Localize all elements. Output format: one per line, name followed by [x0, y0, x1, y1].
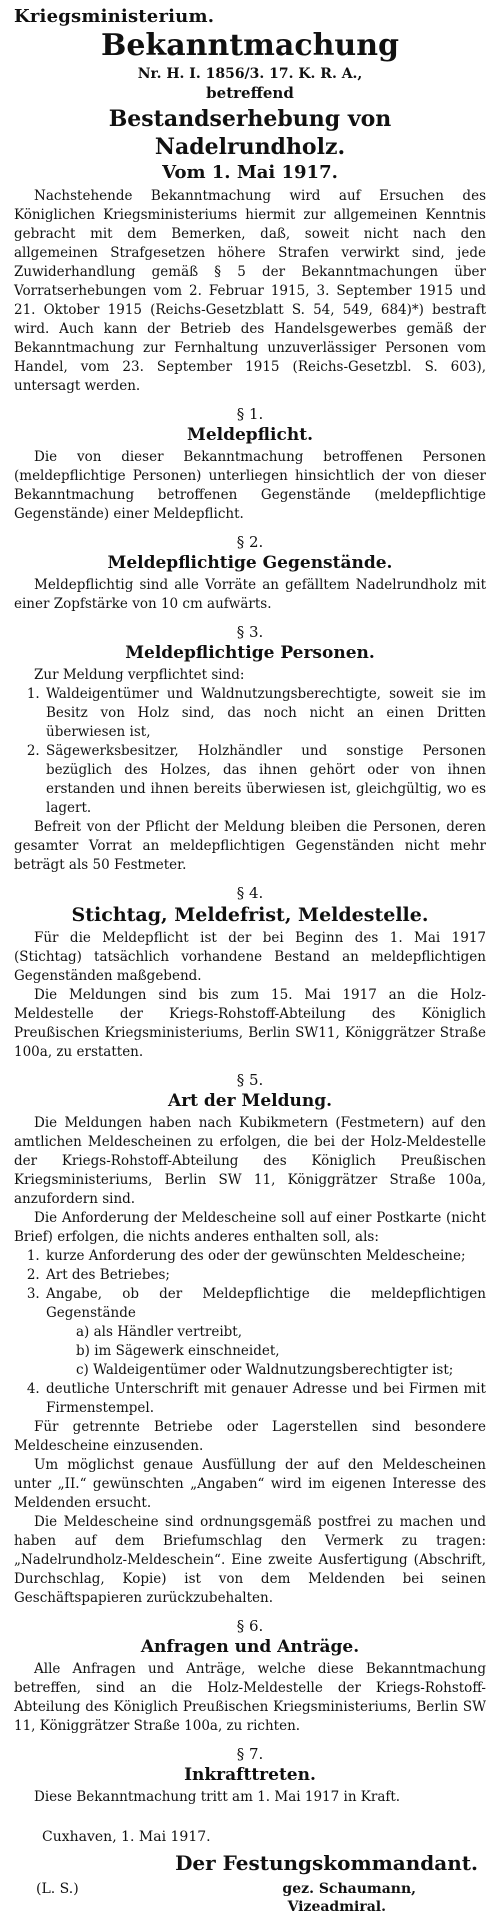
list-item: 1. kurze Anforderung des oder der gewünschten Meldescheine;	[44, 1247, 486, 1266]
section-3-lead: Zur Meldung verpflichtet sind:	[34, 667, 245, 683]
section-5-text-2: Die Anforderung der Meldescheine soll auf einer Postkarte (nicht Brief) erfolgen, die nichts anderes enthalten soll, als:	[14, 1210, 486, 1245]
section-5-text-3: Für getrennte Betriebe oder Lagerstellen sind besondere Meldescheine einzusenden.	[14, 1419, 486, 1454]
seal-mark: (L. S.)	[36, 1881, 79, 1897]
section-6-heading: Anfragen und Anträge.	[140, 1637, 360, 1657]
section-4-number: § 4.	[236, 884, 264, 902]
ministry-name: Kriegsministerium.	[14, 6, 215, 27]
reference-number: Nr. H. I. 1856/3. 17. K. R. A.,	[137, 66, 363, 82]
signature-place-date: Cuxhaven, 1. Mai 1917.	[42, 1829, 211, 1845]
section-3-exemption: Befreit von der Pflicht der Meldung bleiben die Personen, deren gesamter Vorrat an meldepflichtigen Gegenständen nicht mehr beträgt als 50 Festmeter.	[14, 819, 486, 873]
section-3-number: § 3.	[236, 623, 264, 641]
section-7-number: § 7.	[236, 1745, 264, 1763]
section-5-list	[14, 1247, 486, 1418]
section-4-heading: Stichtag, Meldefrist, Meldestelle.	[71, 904, 429, 926]
signed-name: gez. Schaumann,	[282, 1881, 416, 1897]
list-item: 1. Waldeigentümer und Waldnutzungsberechtigte, soweit sie im Besitz von Holz sind, das noch nicht an einen Dritten überwiesen ist,	[44, 685, 486, 742]
section-3-heading: Meldepflichtige Personen.	[125, 643, 375, 663]
document-subject: Bestandserhebung von Nadelrundholz.	[108, 106, 392, 160]
list-item	[44, 1285, 486, 1380]
signatory-title: Der Festungskommandant.	[175, 1851, 478, 1875]
list-item-text: Angabe, ob der Meldepflichtige die meldepflichtigen Gegenstände	[46, 1286, 486, 1321]
section-2-number: § 2.	[236, 533, 264, 551]
section-6-number: § 6.	[236, 1617, 264, 1635]
section-5-number: § 5.	[236, 1071, 264, 1089]
signature-row	[14, 1881, 486, 1897]
sublist-item: c) Waldeigentümer oder Waldnutzungsberechtigter ist;	[76, 1362, 454, 1378]
section-7-heading: Inkrafttreten.	[184, 1765, 316, 1785]
section-1-text: Die von dieser Bekanntmachung betroffenen Personen (meldepflichtige Personen) unterliegen hinsichtlich der von dieser Bekanntmachung betroffenen Gegenstände (meldepflichtige Gegenstände) einer Meldepflicht.	[14, 449, 486, 522]
list-item: 2. Sägewerksbesitzer, Holzhändler und sonstige Personen bezüglich des Holzes, das ihnen gehört oder von ihnen erstanden und ihnen bereits überwiesen ist, gleichgültig, wo es lagert.	[44, 742, 486, 818]
sublist-item: b) im Sägewerk einschneidet,	[76, 1343, 280, 1359]
sublist-item: a) als Händler vertreibt,	[76, 1324, 243, 1340]
document-title: Bekanntmachung	[100, 28, 399, 63]
section-2-heading: Meldepflichtige Gegenstände.	[107, 553, 393, 573]
section-5-text-4: Um möglichst genaue Ausfüllung der auf den Meldescheinen unter „II.“ gewünschten „Angaben“ wird im eigenen Interesse des Meldenden ersucht.	[14, 1457, 486, 1511]
section-3-list	[14, 685, 486, 818]
list-item: 2. Art des Betriebes;	[44, 1266, 486, 1285]
section-5-text-5: Die Meldescheine sind ordnungsgemäß postfrei zu machen und haben auf dem Briefumschlag den Vermerk zu tragen: „Nadelrundholz-Meldeschein“. Eine zweite Ausfertigung (Abschrift, Durchschlag, Kopie) ist von dem Meldenden bei seinen Geschäftspapieren zurückzubehalten.	[14, 1514, 486, 1606]
section-4-text-2: Die Meldungen sind bis zum 15. Mai 1917 an die Holz-Meldestelle der Kriegs-Rohstoff-Abteilung des Königlich Preußischen Kriegsministeriums, Berlin SW11, Königgrätzer Straße 100a, zu erstatten.	[14, 987, 486, 1060]
section-2-text: Meldepflichtig sind alle Vorräte an gefälltem Nadelrundholz mit einer Zopfstärke von 10 cm aufwärts.	[14, 577, 486, 612]
intro-paragraph: Nachstehende Bekanntmachung wird auf Ersuchen des Königlichen Kriegsministeriums hiermit zur allgemeinen Kenntnis gebracht mit dem Bemerken, daß, soweit nicht nach den allgemeinen Strafgesetzen höhere Strafen verwirkt sind, jede Zuwiderhandlung gemäß § 5 der Bekanntmachungen über Vorratserhebungen vom 2. Februar 1915, 3. September 1915 und 21. Oktober 1915 (Reichs-Gesetzblatt S. 54, 549, 684)*) bestraft wird. Auch kann der Betrieb des Handelsgewerbes gemäß der Bekanntmachung zur Fernhaltung unzuverlässiger Personen vom Handel, vom 23. September 1915 (Reichs-Gesetzbl. S. 603), untersagt werden.	[14, 188, 486, 394]
section-5-text-1: Die Meldungen haben nach Kubikmetern (Festmetern) auf den amtlichen Meldescheinen zu erfolgen, die bei der Holz-Meldestelle der Kriegs-Rohstoff-Abteilung des Königlich Preußischen Kriegsministeriums, Berlin SW 11, Königgrätzer Straße 100a, anzufordern sind.	[14, 1115, 486, 1207]
section-4-text-1: Für die Meldepflicht ist der bei Beginn des 1. Mai 1917 (Stichtag) tatsächlich vorhandene Bestand an meldepflichtigen Gegenständen maßgebend.	[14, 930, 486, 984]
section-6-text: Alle Anfragen und Anträge, welche diese Bekanntmachung betreffen, sind an die Holz-Meldestelle der Kriegs-Rohstoff-Abteilung des Königlich Preußischen Kriegsministeriums, Berlin SW 11, Königgrätzer Straße 100a, zu richten.	[14, 1661, 486, 1734]
section-1-heading: Meldepflicht.	[187, 425, 313, 445]
section-1-number: § 1.	[236, 405, 264, 423]
section-5-heading: Art der Meldung.	[168, 1091, 332, 1111]
section-5-sublist	[46, 1323, 486, 1380]
section-7-text: Diese Bekanntmachung tritt am 1. Mai 1917 in Kraft.	[34, 1789, 401, 1805]
signatory-rank: Vizeadmiral.	[287, 1899, 386, 1915]
document-date: Vom 1. Mai 1917.	[162, 162, 338, 183]
list-item: 4. deutliche Unterschrift mit genauer Adresse und bei Firmen mit Firmenstempel.	[44, 1380, 486, 1418]
regarding-label: betreffend	[206, 84, 294, 102]
